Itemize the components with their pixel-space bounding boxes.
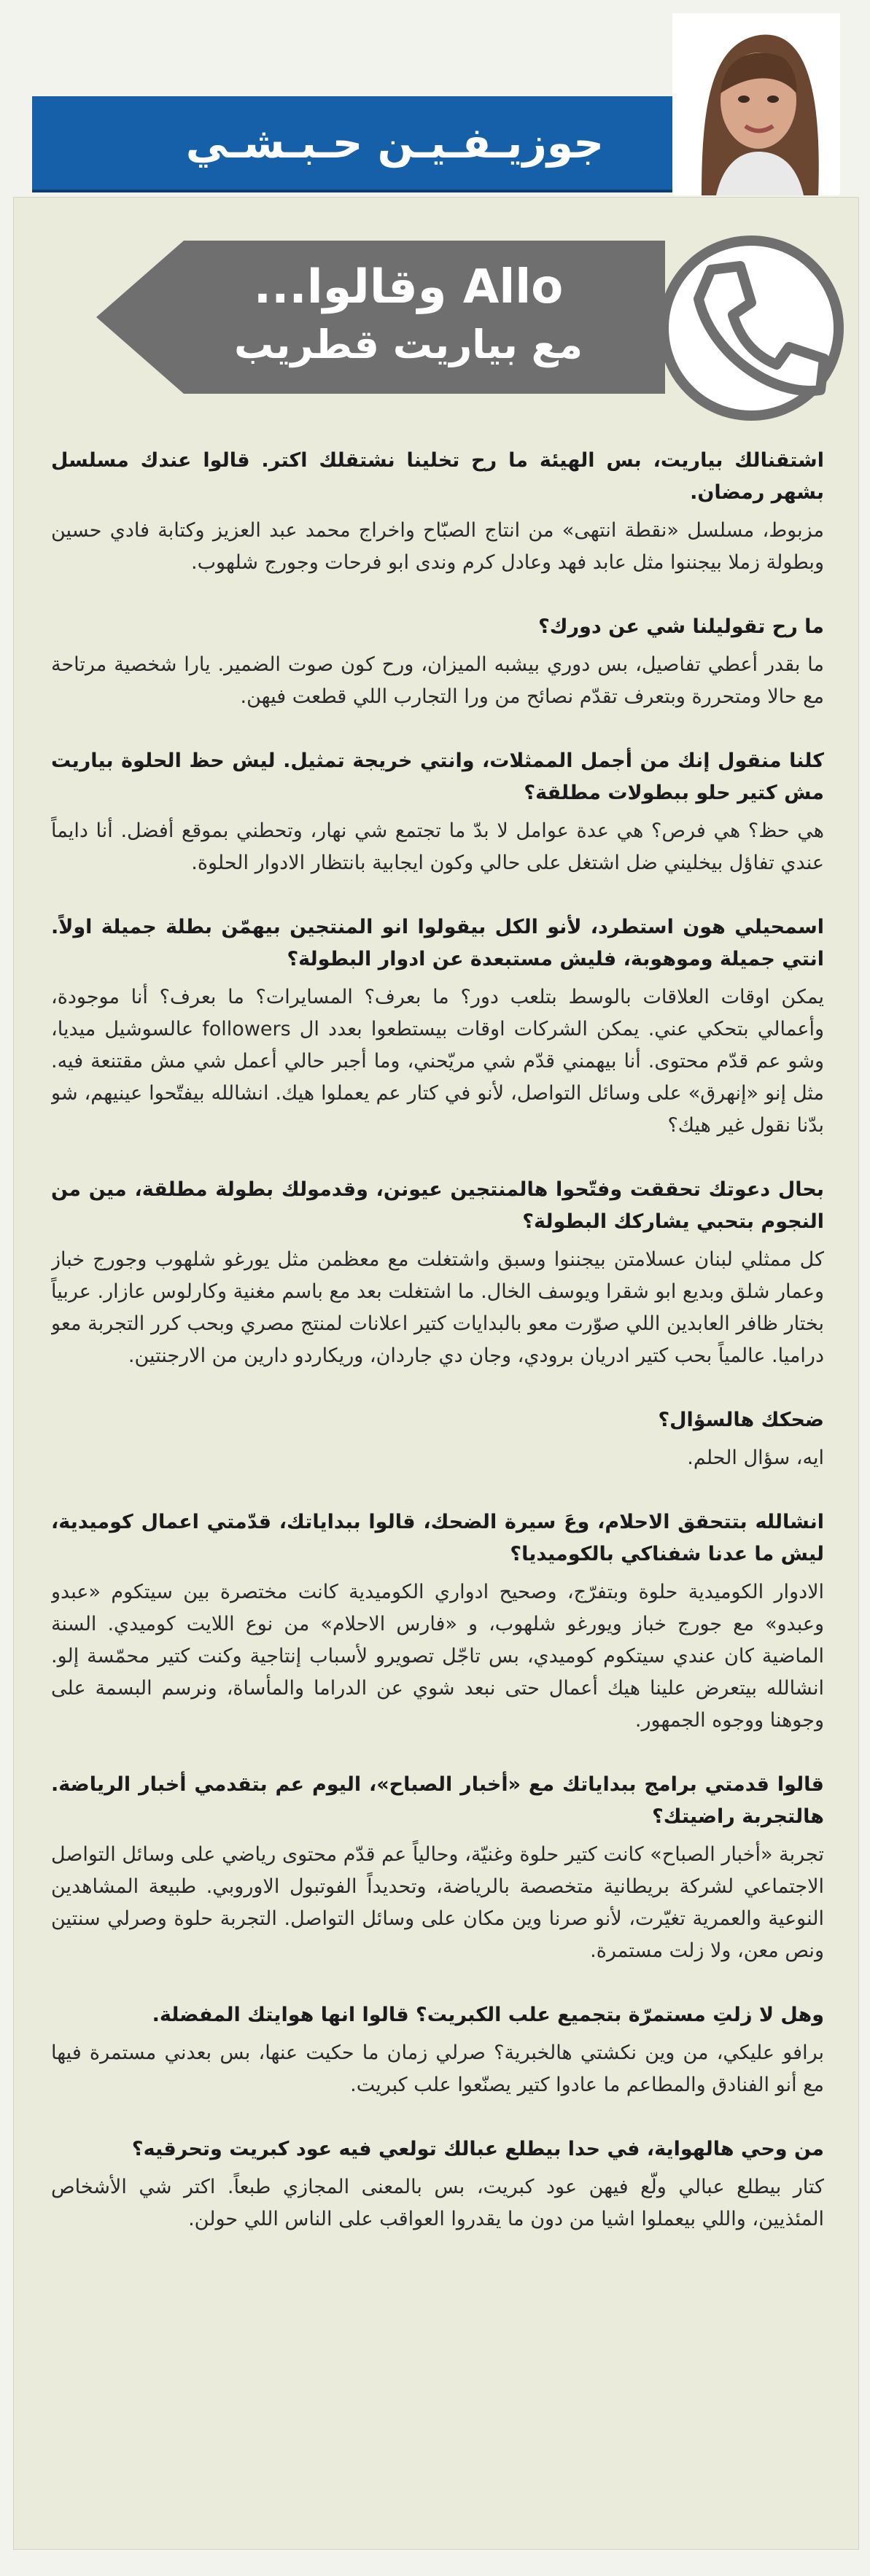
interview-question: بحال دعوتك تحققت وفتّحوا هالمنتجين عيونن، وقدمولك بطولة مطلقة، مين من النجوم بتحبي يشاركك البطولة؟ <box>51 1178 824 1233</box>
interview-question: ما رح تقوليلنا شي عن دورك؟ <box>538 615 824 638</box>
interview-answer: هي حظ؟ هي فرص؟ هي عدة عوامل لا بدّ ما تجتمع شي نهار، وتحطني بموقع أفضل. أنا دايماً عندي تفاؤل بيخليني ضل اشتغل على حالي وكون ايجابية بانتظار الادوار الحلوة. <box>51 820 824 874</box>
interview-body <box>51 445 824 2530</box>
interview-item <box>51 2133 824 2235</box>
interview-question: اشتقنالك بياريت، بس الهيئة ما رح تخلينا نشتقلك اكتر. قالوا عندك مسلسل بشهر رمضان. <box>51 449 824 504</box>
interview-answer: برافو عليكي، من وين نكشتي هالخبرية؟ صرلي زمان ما حكيت عنها، بس بعدني مستمرة فيها مع أنو الفنادق والمطاعم ما عادوا كتير يصنّعوا علب كبريت. <box>51 2042 824 2096</box>
interview-item <box>51 745 824 879</box>
interview-item <box>51 611 824 713</box>
interview-answer: كتار بيطلع عبالي ولّع فيهن عود كبريت، بس بالمعنى المجازي طبعاً. اكتر شي الأشخاص المئذيين، واللي بيعملوا اشيا من دون ما يقدروا العواقب على الناس اللي حولن. <box>51 2176 824 2230</box>
interview-item <box>51 1404 824 1474</box>
interview-question: كلنا منقول إنك من أجمل الممثلات، وانتي خريجة تمثيل. ليش حظ الحلوة بياريت مش كتير حلو ببطولات مطلقة؟ <box>51 750 824 804</box>
interview-question: وهل لا زلتِ مستمرّة بتجميع علب الكبريت؟ قالوا انها هوايتك المفضلة. <box>152 2004 824 2026</box>
interview-answer: يمكن اوقات العلاقات بالوسط بتلعب دور؟ ما بعرف؟ المسايرات؟ ما بعرف؟ أنا موجودة، وأعمالي بتحكي عني. يمكن الشركات اوقات بيستطعوا بعدد ال followers عالسوشيل ميديا، وشو عم قدّم محتوى. أنا بيهمني قدّم شي مريّحني، وما أجبر حالي أعمل شي مش مقتنعة فيه. مثل إنو «إنهرق» على وسائل التواصل، لأنو في كتار عم يعملوا هيك. انشالله بيفتّحوا عينيهم، شو بدّنا نقول غير هيك؟ <box>51 986 824 1137</box>
telephone-handset-icon <box>642 219 853 430</box>
interview-answer: كل ممثلي لبنان عسلامتن بيجننوا وسبق واشتغلت مع معظمن مثل يورغو شلهوب وجورج خباز وعمار شلق وبديع ابو شقرا ويوسف الخال. ما اشتغلت بعد مع باسم مغنية وكارلوس عازار. عربياً بختار ظافر العابدين اللي صوّرت معو بالبدايات كتير اعلانات لمنتج مصري وبحب كرر التجربة معو دراميا. عالمياً بحب كتير ادريان برودي، وجان دي جاردان، وريكاردو دارين من الارجنتين. <box>51 1248 824 1367</box>
interview-answer: تجربة «أخبار الصباح» كانت كتير حلوة وغنيّة، وحالياً عم قدّم محتوى رياضي على وسائل التواصل الاجتماعي لشركة بريطانية متخصصة بالرياضة، وتحديداً الفوتبول الاوروبي. طبيعة المشاهدين النوعية والعمرية تغيّرت، لأنو صرنا وين مكان على وسائل التواصل. التجربة حلوة وصرلي سنتين ونص معن، ولا زلت مستمرة. <box>51 1843 824 1962</box>
interview-question: اسمحيلي هون استطرد، لأنو الكل بيقولوا انو المنتجين بيهمّن بطلة جميلة اولاً. انتي جميلة وموهوبة، فليش مستبعدة عن ادوار البطولة؟ <box>51 916 824 970</box>
interview-item <box>51 1999 824 2101</box>
columnist-name: جوزيـفـيـن حـبـشـي <box>185 118 604 168</box>
columnist-portrait <box>672 13 840 195</box>
interview-item <box>51 445 824 579</box>
interview-question: قالوا قدمتي برامج ببداياتك مع «أخبار الصباح»، اليوم عم بتقدمي أخبار الرياضة. هالتجربة راضيتك؟ <box>51 1773 824 1828</box>
interview-item <box>51 1174 824 1372</box>
interview-answer: الادوار الكوميدية حلوة وبتفرّج، وصحيح ادواري الكوميدية كانت مختصرة بين سيتكوم «عبدو وعبدو» مع جورج خباز ويورغو شلهوب، و «فارس الاحلام» من نوع اللايت كوميدي. السنة الماضية كان عندي سيتكوم كوميدي، بس تاجّل تصويرو لأسباب إنتاجية وكنت كتير محمّسة إلو. انشالله بيتعرض علينا هيك أعمال حتى نبعد شوي عن الدراما والمأساة، ونرسم البسمة على وجوهنا ووجوه الجمهور. <box>51 1581 824 1732</box>
interview-item <box>51 1769 824 1967</box>
interview-answer: ايه، سؤال الحلم. <box>687 1447 824 1469</box>
article-title: Allo وقالوا... <box>253 260 564 314</box>
interview-item <box>51 1506 824 1737</box>
interview-item <box>51 911 824 1142</box>
interview-question: انشالله بتتحقق الاحلام، وعَ سيرة الضحك، قالوا ببداياتك، قدّمتي اعمال كوميدية، ليش ما عدنا شفناكي بالكوميديا؟ <box>51 1511 824 1565</box>
interview-question: من وحي هالهواية، في حدا بيطلع عبالك تولعي فيه عود كبريت وتحرقيه؟ <box>131 2138 824 2160</box>
interview-answer: ما بقدر أعطي تفاصيل، بس دوري بيشبه الميزان، ورح كون صوت الضمير. يارا شخصية مرتاحة مع حالا ومتحررة وبتعرف تقدّم نصائح من ورا التجارب اللي قطعت فيهن. <box>51 653 824 708</box>
interview-question: ضحكك هالسؤال؟ <box>658 1409 824 1431</box>
article-subtitle: مع بياريت قطريب <box>233 322 583 367</box>
interview-answer: مزبوط، مسلسل «نقطة انتهى» من انتاج الصبّاح واخراج محمد عبد العزيز وكتابة فادي حسين وبطولة زملا بيجننوا مثل عابد فهد وعادل كرم وندى ابو فرحات وجورج شلهوب. <box>51 519 824 574</box>
